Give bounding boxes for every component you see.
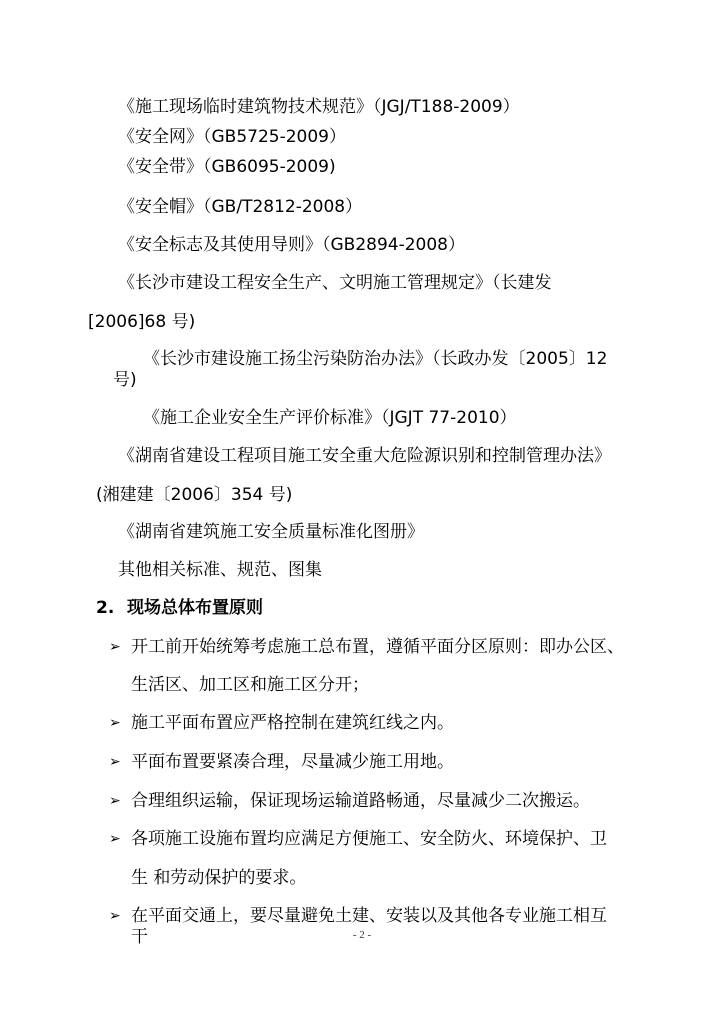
bullet-arrow-icon: ➢ [109,754,121,770]
bullet-text: 生 和劳动保护的要求。 [131,868,307,888]
bullet-arrow-icon: ➢ [109,793,121,809]
bullet-text: 开工前开始统筹考虑施工总布置，遵循平面分区原则：即办公区、 [131,637,624,657]
standard-line: 《湖南省建设工程项目施工安全重大危险源识别和控制管理办法》 [118,446,611,466]
bullet-arrow-icon: ➢ [109,715,121,731]
page-number: - 2 - [352,929,372,941]
bullet-text: 干 [131,927,148,947]
standard-line: 《安全标志及其使用导则》（GB2894-2008） [118,235,465,255]
standard-line: 《湖南省建筑施工安全质量标准化图册》 [118,522,424,542]
standard-line: 《安全帽》（GB/T2812-2008） [118,197,363,217]
standard-line: 《长沙市建设工程安全生产、文明施工管理规定》（长建发 [118,273,552,293]
bullet-arrow-icon: ➢ [109,831,121,847]
bullet-text: 各项施工设施布置均应满足方便施工、安全防火、环境保护、卫 [131,829,607,849]
bullet-arrow-icon: ➢ [109,908,121,924]
standard-line: (湘建建〔2006〕354 号) [96,485,293,505]
standard-line: 其他相关标准、规范、图集 [118,560,322,580]
bullet-text: 在平面交通上，要尽量避免土建、安装以及其他各专业施工相互 [131,906,607,926]
standard-line: 号) [113,370,137,390]
standard-line: [2006]68 号) [88,312,196,332]
bullet-text: 合理组织运输，保证现场运输道路畅通，尽量减少二次搬运。 [131,791,590,811]
bullet-text: 生活区、加工区和施工区分开； [131,675,369,695]
standard-line: 《长沙市建设施工扬尘污染防治办法》（长政办发〔2005〕12 [143,349,608,369]
section-number: 2. [96,598,115,618]
bullet-text: 施工平面布置应严格控制在建筑红线之内。 [131,713,454,733]
bullet-text: 平面布置要紧凑合理，尽量减少施工用地。 [131,752,454,772]
standard-line: 《施工现场临时建筑物技术规范》（JGJ/T188-2009） [118,97,520,117]
bullet-arrow-icon: ➢ [109,639,121,655]
standard-line: 《施工企业安全生产评价标准》（JGJT 77-2010） [143,408,517,428]
section-title: 现场总体布置原则 [127,598,263,618]
standard-line: 《安全网》（GB5725-2009） [118,127,346,147]
standard-line: 《安全带》（GB6095-2009) [118,157,336,177]
